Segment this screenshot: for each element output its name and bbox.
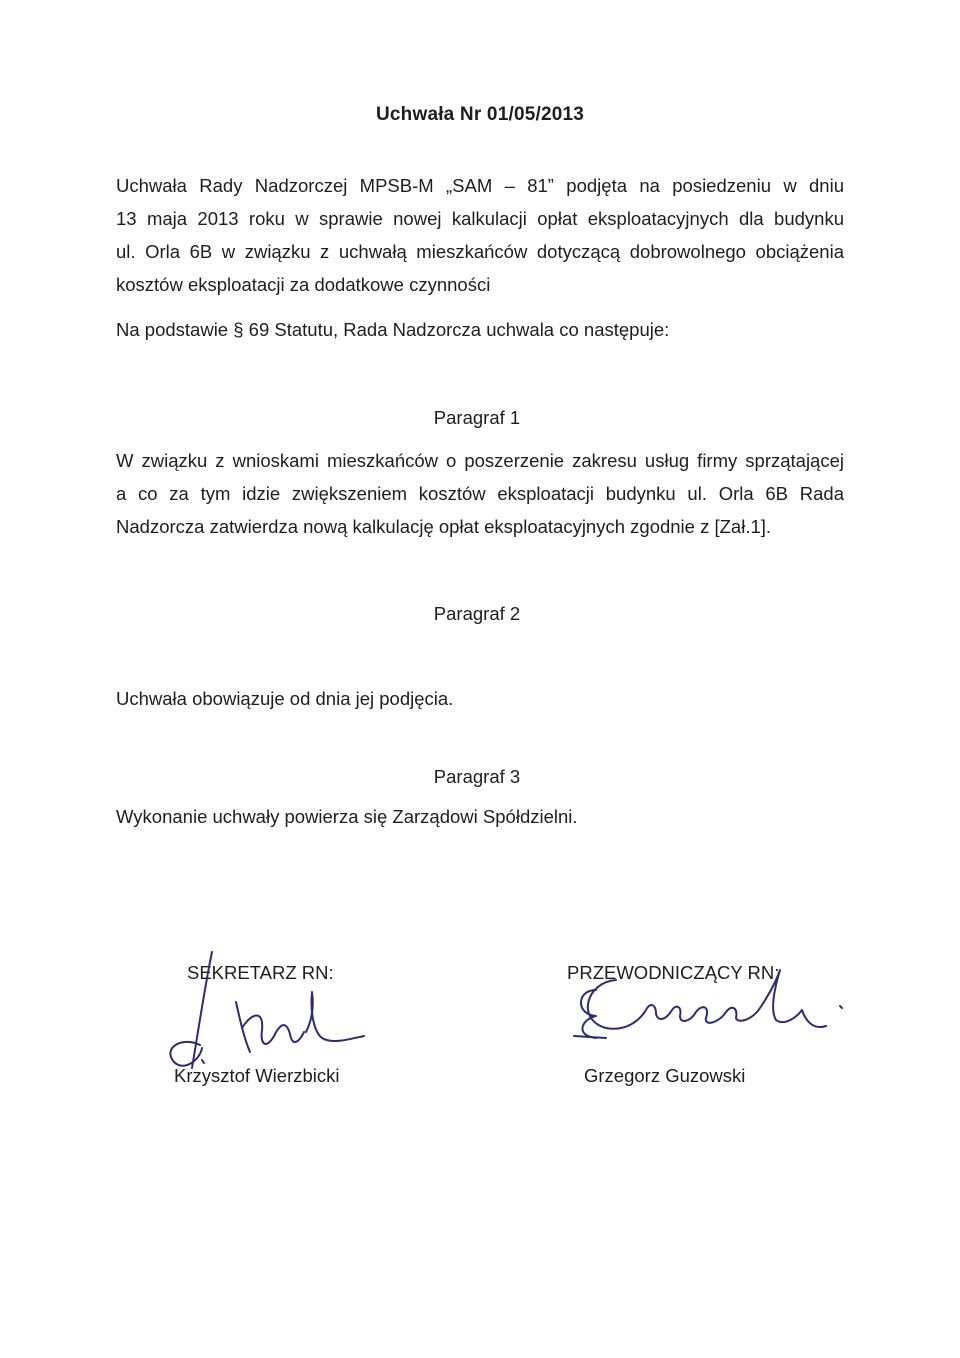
secretary-signature xyxy=(140,940,370,1090)
chairman-role: PRZEWODNICZĄCY RN: xyxy=(567,962,780,983)
paragraph-2-heading: Paragraf 2 xyxy=(433,603,521,624)
chairman-name: Grzegorz Guzowski xyxy=(584,1065,746,1086)
document-title: Uchwała Nr 01/05/2013 xyxy=(375,104,585,125)
secretary-role: SEKRETARZ RN: xyxy=(187,962,334,983)
paragraph-1-line-3: Nadzorcza zatwierdza nową kalkulację opłat eksploatacyjnych zgodnie z [Zał.1]. xyxy=(116,516,772,537)
intro-line-3: ul. Orla 6B w związku z uchwałą mieszkańców dotyczącą dobrowolnego obciążenia xyxy=(116,241,844,262)
intro-line-4: kosztów eksploatacji za dodatkowe czynności xyxy=(116,274,491,295)
intro-line-1: Uchwała Rady Nadzorczej MPSB-M „SAM – 81” podjęta na posiedzeniu w dniu xyxy=(116,175,844,196)
secretary-name: Krzysztof Wierzbicki xyxy=(174,1065,340,1086)
paragraph-1-heading: Paragraf 1 xyxy=(433,407,521,428)
chairman-signature xyxy=(556,960,856,1060)
paragraph-1-line-2: a co za tym idzie zwiększeniem kosztów eksploatacji budynku ul. Orla 6B Rada xyxy=(116,483,844,504)
paragraph-1-line-1: W związku z wnioskami mieszkańców o poszerzenie zakresu usług firmy sprzątającej xyxy=(116,450,844,471)
paragraph-3-heading: Paragraf 3 xyxy=(433,766,521,787)
paragraph-2-line-1: Uchwała obowiązuje od dnia jej podjęcia. xyxy=(116,688,454,709)
paragraph-3-line-1: Wykonanie uchwały powierza się Zarządowi Spółdzielni. xyxy=(116,806,578,827)
intro-line-2: 13 maja 2013 roku w sprawie nowej kalkulacji opłat eksploatacyjnych dla budynku xyxy=(116,208,844,229)
legal-basis: Na podstawie § 69 Statutu, Rada Nadzorcza uchwala co następuje: xyxy=(116,319,670,340)
